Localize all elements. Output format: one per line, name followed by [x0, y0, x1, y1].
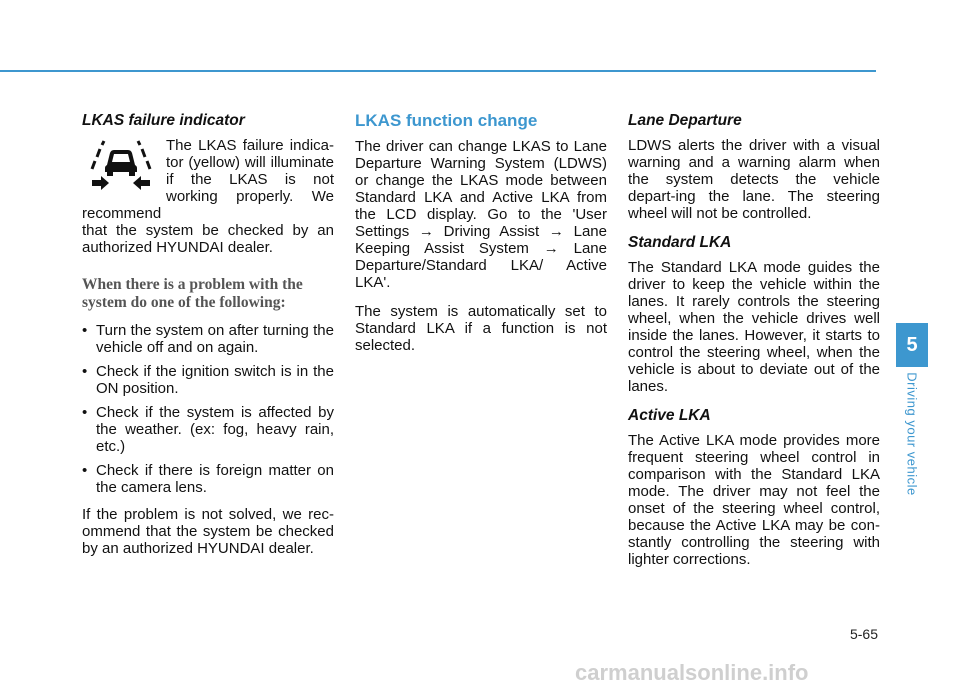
function-change-para1: The driver can change LKAS to Lane Departure Warning System (LDWS) or change the LKAS mode between Standard LKA and Active LKA from the LCD display. Go to the 'User Settings → Driving Assist → Lane Keeping Assist System → Lane Departure/Standard LKA/ Active LKA'. — [355, 138, 607, 291]
failure-text-b: that the system be checked by an authorized HYUNDAI dealer. — [82, 222, 334, 256]
problem-list — [82, 322, 334, 496]
page-number: 5-65 — [849, 626, 878, 642]
top-rule — [0, 70, 876, 72]
list-item: • Check if there is foreign matter on the camera lens. — [82, 462, 334, 496]
active-lka-text: The Active LKA mode provides more frequent steering wheel control in comparison with the Standard LKA mode. The driver may not feel the onset of the steering wheel control, because the Active LKA may be con-stantly controlling the steering with lighter corrections. — [628, 432, 880, 568]
chapter-label: Driving your vehicle — [904, 372, 920, 496]
lane-departure-text: LDWS alerts the driver with a visual warning and a warning alarm when the system detects the vehicle depart-ing the lane. The steering wheel will not be controlled. — [628, 137, 880, 222]
function-change-heading: LKAS function change — [355, 111, 538, 130]
list-item: • Check if the system is affected by the weather. (ex: fog, heavy rain, etc.) — [82, 404, 334, 455]
lane-departure-heading: Lane Departure — [628, 112, 742, 129]
problem-heading: When there is a problem with the system do one of the following: — [82, 276, 303, 311]
lkas-failure-indicator-icon — [82, 139, 160, 193]
failure-text-a: The LKAS failure indica-tor (yellow) will illuminate if the LKAS is not working properly. We recommend — [82, 137, 334, 222]
right-column — [628, 110, 880, 580]
standard-lka-text: The Standard LKA mode guides the driver to keep the vehicle within the lanes. It rarely controls the steering wheel, when the vehicle drives well inside the lanes. However, it starts to control the steering wheel, when the vehicle is about to deviate out of the lanes. — [628, 259, 880, 395]
list-item: • Turn the system on after turning the vehicle off and on again. — [82, 322, 334, 356]
left-column — [82, 110, 334, 569]
standard-lka-heading: Standard LKA — [628, 234, 732, 251]
lkas-failure-heading: LKAS failure indicator — [82, 112, 245, 129]
watermark: carmanualsonline.info — [575, 660, 809, 685]
active-lka-heading: Active LKA — [628, 407, 711, 424]
chapter-tab: 5 — [896, 323, 928, 367]
function-change-para2: The system is automatically set to Standard LKA if a function is not selected. — [355, 303, 607, 354]
closing-text: If the problem is not solved, we rec-ommend that the system be checked by an authorized HYUNDAI dealer. — [82, 506, 334, 557]
middle-column — [355, 110, 607, 366]
list-item: • Check if the ignition switch is in the ON position. — [82, 363, 334, 397]
